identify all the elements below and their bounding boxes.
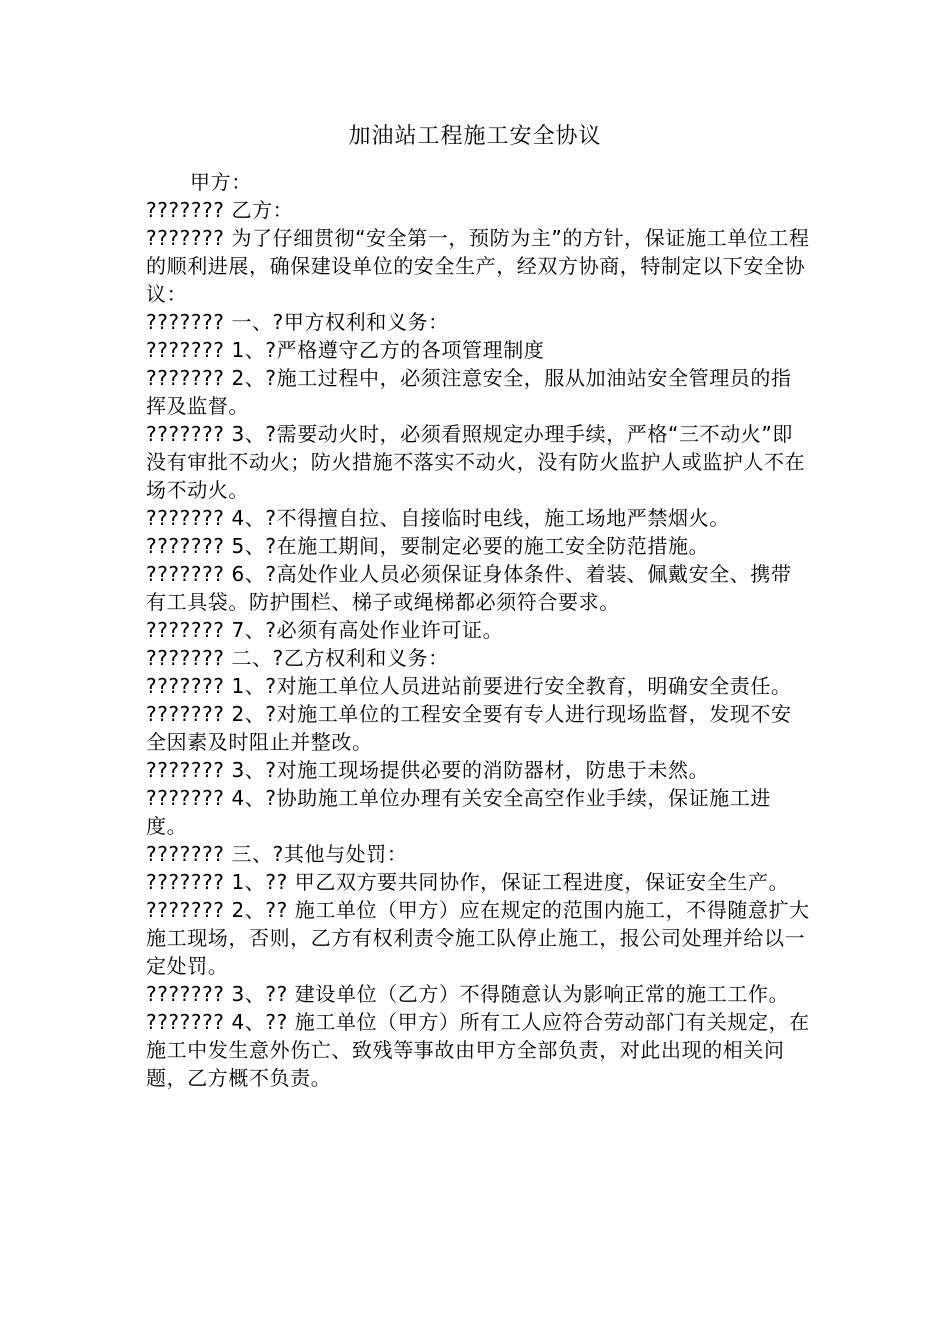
clause-a-5: ??????? 5、?在施工期间，要制定必要的施工安全防范措施。 — [146, 534, 710, 558]
section-heading-party-a: ??????? 一、?甲方权利和义务： — [146, 310, 449, 334]
section-heading-other: ??????? 三、?其他与处罚： — [146, 842, 408, 866]
clause-a-2: ??????? 2、?施工过程中，必须注意安全，服从加油站安全管理员的指挥及监督。 — [146, 366, 792, 418]
clause-b-4: ??????? 4、?协助施工单位办理有关安全高空作业手续，保证施工进度。 — [146, 786, 772, 838]
document-title: 加油站工程施工安全协议 — [348, 124, 602, 149]
clause-c-2: ??????? 2、?? 施工单位（甲方）应在规定的范围内施工，不得随意扩大施工现场，否则，乙方有权利责令施工队停止施工，报公司处理并给以一定处罚。 — [146, 898, 810, 978]
clause-b-3: ??????? 3、?对施工现场提供必要的消防器材，防患于未然。 — [146, 758, 710, 782]
clause-a-4: ??????? 4、?不得擅自拉、自接临时电线，施工场地严禁烟火。 — [146, 506, 730, 530]
clause-a-3: ??????? 3、?需要动火时，必须看照规定办理手续，严格“三不动火”即没有审批不动火；防火措施不落实不动火，没有防火监护人或监护人不在场不动火。 — [146, 422, 806, 502]
clause-b-2: ??????? 2、?对施工单位的工程安全要有专人进行现场监督，发现不安全因素及时阻止并整改。 — [146, 702, 792, 754]
clause-c-1: ??????? 1、?? 甲乙双方要共同协作，保证工程进度，保证安全生产。 — [146, 870, 790, 894]
party-b-line: ??????? 乙方： — [146, 198, 294, 222]
clause-a-6: ??????? 6、?高处作业人员必须保证身体条件、着装、佩戴安全、携带有工具袋。防护围栏、梯子或绳梯都必须符合要求。 — [146, 562, 792, 614]
clause-c-4: ??????? 4、?? 施工单位（甲方）所有工人应符合劳动部门有关规定，在施工中发生意外伤亡、致残等事故由甲方全部负责，对此出现的相关问题，乙方概不负责。 — [146, 1010, 810, 1090]
section-heading-party-b: ??????? 二、?乙方权利和义务： — [146, 646, 449, 670]
intro-paragraph: ??????? 为了仔细贯彻“安全第一，预防为主”的方针，保证施工单位工程的顺利进展，确保建设单位的安全生产，经双方协商，特制定以下安全协议： — [146, 226, 810, 306]
party-a-line: 甲方： — [190, 170, 252, 194]
clause-a-7: ??????? 7、?必须有高处作业许可证。 — [146, 618, 504, 642]
clause-b-1: ??????? 1、?对施工单位人员进站前要进行安全教育，明确安全责任。 — [146, 674, 792, 698]
clause-c-3: ??????? 3、?? 建设单位（乙方）不得随意认为影响正常的施工工作。 — [146, 982, 790, 1006]
document-body — [146, 168, 810, 1092]
clause-a-1: ??????? 1、?严格遵守乙方的各项管理制度 — [146, 338, 545, 362]
